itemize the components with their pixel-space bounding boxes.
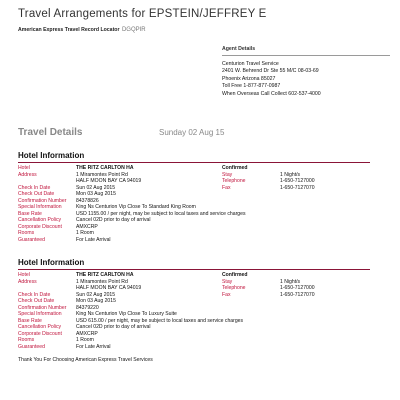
- base-rate-value: USD 1155.00 / per night, may be subject to local taxes and service charges: [76, 210, 246, 217]
- confirmation-label: Confirmation Number: [18, 304, 67, 311]
- guaranteed-row: [18, 344, 370, 351]
- guaranteed-label: Guaranteed: [18, 343, 45, 350]
- rooms-value: 1 Room: [76, 230, 94, 236]
- special-info-value: King Ns Centurion Vip Close To Standard King Room: [76, 204, 196, 210]
- travel-details-heading: Travel Details: [18, 127, 83, 138]
- telephone-value: 1-650-7127000: [280, 178, 315, 184]
- discount-label: Corporate Discount: [18, 330, 62, 337]
- checkin-label: Check In Date: [18, 291, 51, 298]
- stay-label: Stay: [222, 278, 233, 285]
- booking-status: Confirmed: [222, 272, 248, 278]
- stay-label: Stay: [222, 171, 233, 178]
- base-rate-value: USD 615.00 / per night, may be subject to local taxes and service charges: [76, 317, 244, 324]
- agent-line: Phoenix Arizona 85027: [222, 75, 276, 82]
- guaranteed-label: Guaranteed: [18, 236, 45, 243]
- special-info-label: Special Information: [18, 204, 62, 210]
- fax-value: 1-650-7127070: [280, 184, 315, 191]
- fax-label: Fax: [222, 291, 231, 298]
- address-line2: HALF MOON BAY CA 94019: [76, 178, 142, 184]
- base-rate-label: Base Rate: [18, 317, 42, 324]
- hotel-section-title: Hotel Information: [18, 151, 370, 163]
- agent-line: Toll Free 1-877-877-0987: [222, 83, 281, 90]
- agent-line: When Overseas Call Collect 602-537-4000: [222, 90, 321, 97]
- fax-value: 1-650-7127070: [280, 291, 315, 298]
- record-locator-label: American Express Travel Record Locator: [18, 27, 120, 33]
- hotel-section-1: [18, 151, 370, 243]
- base-rate-label: Base Rate: [18, 210, 42, 217]
- agent-address-block: [222, 61, 390, 98]
- address-label: Address: [18, 278, 37, 285]
- agent-line: 2401 W. Behrend Dr Ste 55 M/C 08-03-69: [222, 68, 319, 75]
- cancellation-value: Cancel 02D prior to day of arrival: [76, 217, 151, 223]
- agent-line: Centurion Travel Service: [222, 61, 279, 67]
- hotel-section-2: [18, 258, 370, 350]
- telephone-label: Telephone: [222, 285, 246, 291]
- rooms-value: 1 Room: [76, 337, 94, 343]
- fax-label: Fax: [222, 184, 231, 191]
- special-info-label: Special Information: [18, 311, 62, 317]
- checkin-value: Sun 02 Aug 2015: [76, 291, 116, 298]
- address-line1: 1 Miramontes Point Rd: [76, 278, 128, 285]
- guaranteed-value: For Late Arrival: [76, 236, 111, 243]
- record-locator-value: DGQPIR: [121, 27, 146, 33]
- document-title: Travel Arrangements for EPSTEIN/JEFFREY E: [18, 8, 267, 20]
- discount-value: AMXCRP: [76, 330, 98, 337]
- rooms-label: Rooms: [18, 230, 35, 236]
- confirmation-label: Confirmation Number: [18, 197, 67, 204]
- guaranteed-row: [18, 237, 370, 244]
- hotel-section-title: Hotel Information: [18, 258, 370, 270]
- confirmation-value: 84378826: [76, 197, 99, 204]
- hotel-label: Hotel: [18, 272, 30, 278]
- discount-label: Corporate Discount: [18, 223, 62, 230]
- address-line2: HALF MOON BAY CA 94019: [76, 285, 142, 291]
- agent-details: [222, 46, 390, 98]
- telephone-value: 1-650-7127000: [280, 285, 315, 291]
- checkin-label: Check In Date: [18, 184, 51, 191]
- stay-value: 1 Night/s: [280, 171, 301, 178]
- address-label: Address: [18, 171, 37, 178]
- confirmation-value: 84379220: [76, 304, 99, 311]
- checkout-value: Mon 03 Aug 2015: [76, 298, 116, 304]
- stay-value: 1 Night/s: [280, 278, 301, 285]
- checkout-label: Check Out Date: [18, 191, 55, 197]
- rooms-label: Rooms: [18, 337, 35, 343]
- travel-date: Sunday 02 Aug 15: [159, 128, 225, 137]
- checkout-value: Mon 03 Aug 2015: [76, 191, 116, 197]
- travel-details-header: [18, 127, 370, 141]
- cancellation-value: Cancel 02D prior to day of arrival: [76, 324, 151, 330]
- discount-value: AMXCRP: [76, 223, 98, 230]
- checkout-label: Check Out Date: [18, 298, 55, 304]
- hotel-name: THE RITZ CARLTON HA: [76, 272, 134, 278]
- guaranteed-value: For Late Arrival: [76, 343, 111, 350]
- cancellation-label: Cancellation Policy: [18, 324, 62, 330]
- address-line1: 1 Miramontes Point Rd: [76, 171, 128, 178]
- cancellation-label: Cancellation Policy: [18, 217, 62, 223]
- special-info-value: King Ns Centurion Vip Close To Luxury Suite: [76, 311, 177, 317]
- closing-thanks: Thank You For Choosing American Express Travel Services: [18, 357, 153, 363]
- record-locator: [18, 27, 146, 33]
- checkin-value: Sun 02 Aug 2015: [76, 184, 116, 191]
- hotel-name: THE RITZ CARLTON HA: [76, 165, 134, 171]
- booking-status: Confirmed: [222, 165, 248, 171]
- telephone-label: Telephone: [222, 178, 246, 184]
- agent-details-heading: Agent Details: [222, 46, 390, 56]
- hotel-label: Hotel: [18, 165, 30, 171]
